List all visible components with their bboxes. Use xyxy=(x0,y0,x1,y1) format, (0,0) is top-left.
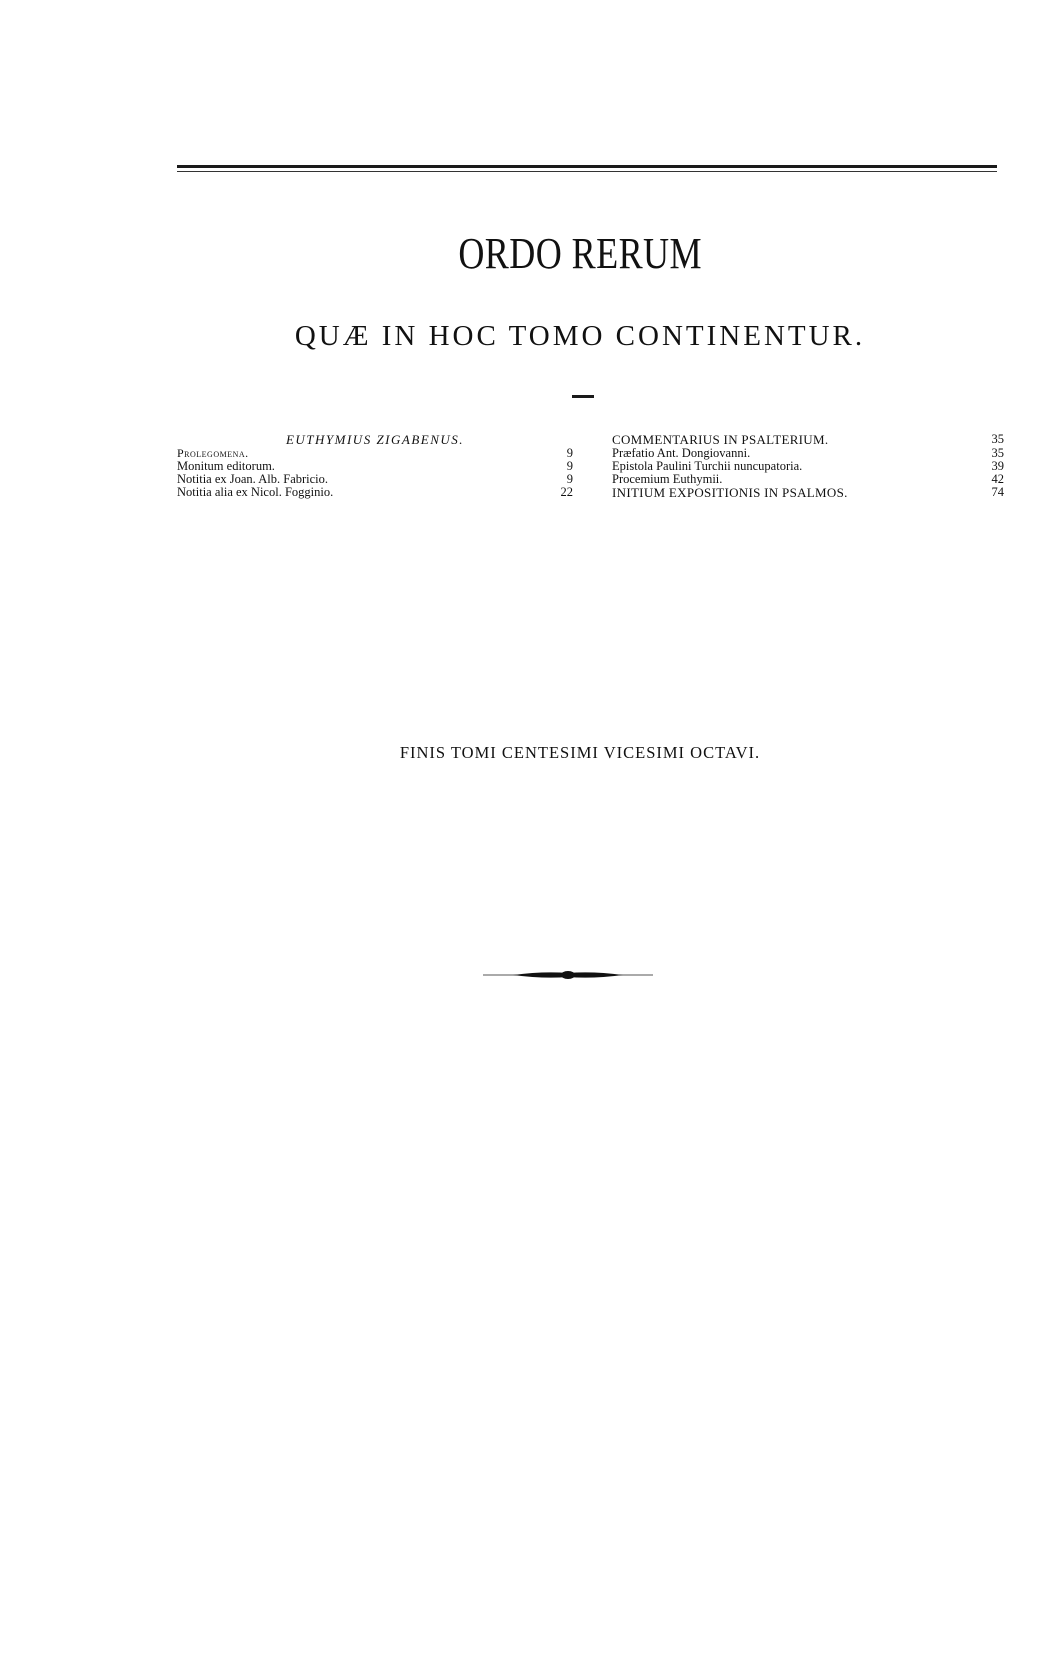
title-separator-dash xyxy=(572,395,594,398)
page-subtitle: QUÆ IN HOC TOMO CONTINENTUR. xyxy=(294,320,866,352)
right-column-heading-row xyxy=(612,433,1004,447)
right-column-heading-page: 35 xyxy=(991,432,1004,446)
entry-page: 9 xyxy=(566,459,573,473)
entry-page: 42 xyxy=(991,472,1004,486)
entry-page: 35 xyxy=(991,446,1004,460)
right-column-heading: COMMENTARIUS IN PSALTERIUM. xyxy=(612,432,829,447)
entry-label: Procemium Euthymii. xyxy=(612,472,723,486)
top-rule-thick xyxy=(177,165,997,168)
top-rule-thin xyxy=(177,171,997,172)
ornament-rule-icon xyxy=(483,969,653,981)
entry-page: 22 xyxy=(560,485,573,499)
entry-label: Notitia alia ex Nicol. Fogginio. xyxy=(177,485,334,499)
finis-line: FINIS TOMI CENTESIMI VICESIMI OCTAVI. xyxy=(399,743,761,762)
contents-entry xyxy=(177,486,573,499)
page-title: ORDO RERUM xyxy=(458,229,703,278)
entry-page: 9 xyxy=(566,472,573,486)
entry-label: INITIUM EXPOSITIONIS IN PSALMOS. xyxy=(612,485,848,500)
entry-label: Epistola Paulini Turchii nuncupatoria. xyxy=(612,459,803,473)
entry-label: Notitia ex Joan. Alb. Fabricio. xyxy=(177,472,329,486)
entry-label: Monitum editorum. xyxy=(177,459,275,473)
entry-page: 9 xyxy=(566,446,573,460)
entry-page: 74 xyxy=(991,485,1004,499)
contents-right-column xyxy=(612,433,1004,499)
top-double-rule xyxy=(177,165,997,174)
closing-ornament xyxy=(483,969,653,981)
entry-page: 39 xyxy=(991,459,1004,473)
left-column-heading: EUTHYMIUS ZIGABENUS. xyxy=(285,432,465,447)
contents-entry xyxy=(612,486,1004,499)
contents-left-column xyxy=(177,433,573,499)
entry-label: Præfatio Ant. Dongiovanni. xyxy=(612,446,751,460)
entry-label: Prolegomena. xyxy=(177,446,249,460)
